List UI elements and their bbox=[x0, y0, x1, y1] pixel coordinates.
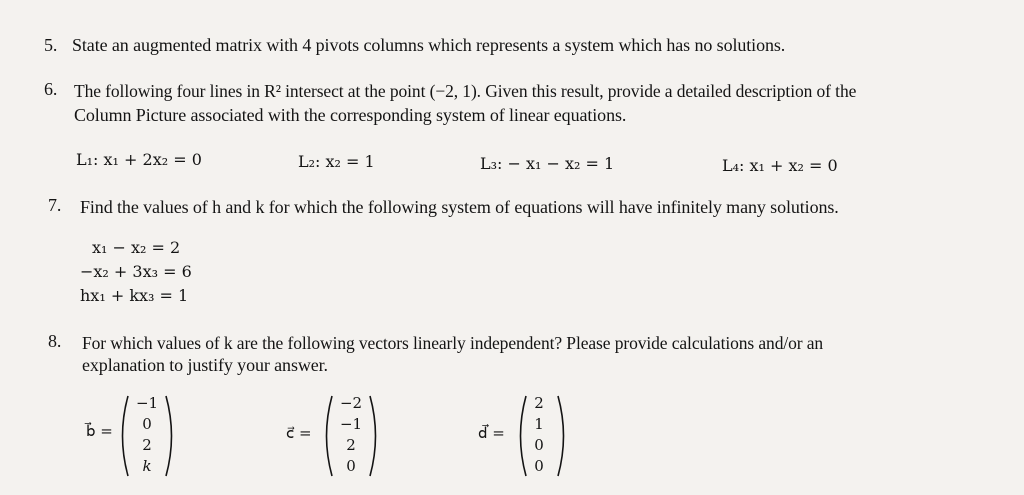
vector-entry: 1 bbox=[534, 415, 544, 433]
question-text: State an augmented matrix with 4 pivots columns which represents a system which has no solutions. bbox=[72, 35, 786, 55]
question-text-line-2: Column Picture associated with the corresponding system of linear equations. bbox=[74, 105, 627, 125]
vector-entry: 2 bbox=[534, 394, 544, 412]
vector-entry: k bbox=[142, 457, 152, 475]
right-parenthesis bbox=[164, 394, 178, 478]
equation-l4: L₄: x₁ + x₂ = 0 bbox=[722, 156, 838, 175]
left-parenthesis bbox=[116, 394, 130, 478]
vector-entry: −1 bbox=[339, 415, 363, 433]
equation-l1: L₁: x₁ + 2x₂ = 0 bbox=[76, 150, 202, 169]
vector-entry: −2 bbox=[339, 394, 363, 412]
system-equation-1: x₁ − x₂ = 2 bbox=[92, 238, 181, 257]
right-parenthesis bbox=[556, 394, 570, 478]
vector-name: c⃗ = bbox=[286, 424, 312, 442]
question-text-line-1: For which values of k are the following vectors linearly independent? Please provide calculations and/or an bbox=[82, 333, 824, 353]
vector-entry: 0 bbox=[534, 457, 544, 475]
vector-entry: 2 bbox=[346, 436, 356, 454]
left-parenthesis bbox=[320, 394, 334, 478]
question-number: 5. bbox=[44, 35, 58, 55]
vector-entry: 0 bbox=[142, 415, 152, 433]
vector-name: b⃗ = bbox=[86, 422, 113, 440]
system-equation-2: −x₂ + 3x₃ = 6 bbox=[80, 262, 192, 281]
question-number: 8. bbox=[48, 331, 62, 351]
question-text-line-1: The following four lines in R² intersect at the point (−2, 1). Given this result, provide a detailed description of the bbox=[74, 81, 857, 101]
vector-name: d⃗ = bbox=[478, 424, 505, 442]
system-equation-3: hx₁ + kx₃ = 1 bbox=[80, 286, 189, 305]
question-text-line-2: explanation to justify your answer. bbox=[82, 355, 328, 375]
right-parenthesis bbox=[368, 394, 382, 478]
question-number: 6. bbox=[44, 79, 58, 99]
equation-l3: L₃: − x₁ − x₂ = 1 bbox=[480, 154, 615, 173]
vector-b bbox=[86, 392, 206, 480]
vector-entry: −1 bbox=[135, 394, 159, 412]
vector-entry: 0 bbox=[534, 436, 544, 454]
vector-c bbox=[286, 392, 406, 480]
equation-l2: L₂: x₂ = 1 bbox=[298, 152, 375, 171]
vector-d bbox=[478, 392, 598, 480]
question-text: Find the values of h and k for which the following system of equations will have infinitely many solutions. bbox=[80, 197, 839, 217]
question-number: 7. bbox=[48, 195, 62, 215]
vector-entry: 2 bbox=[142, 436, 152, 454]
vector-entry: 0 bbox=[346, 457, 356, 475]
